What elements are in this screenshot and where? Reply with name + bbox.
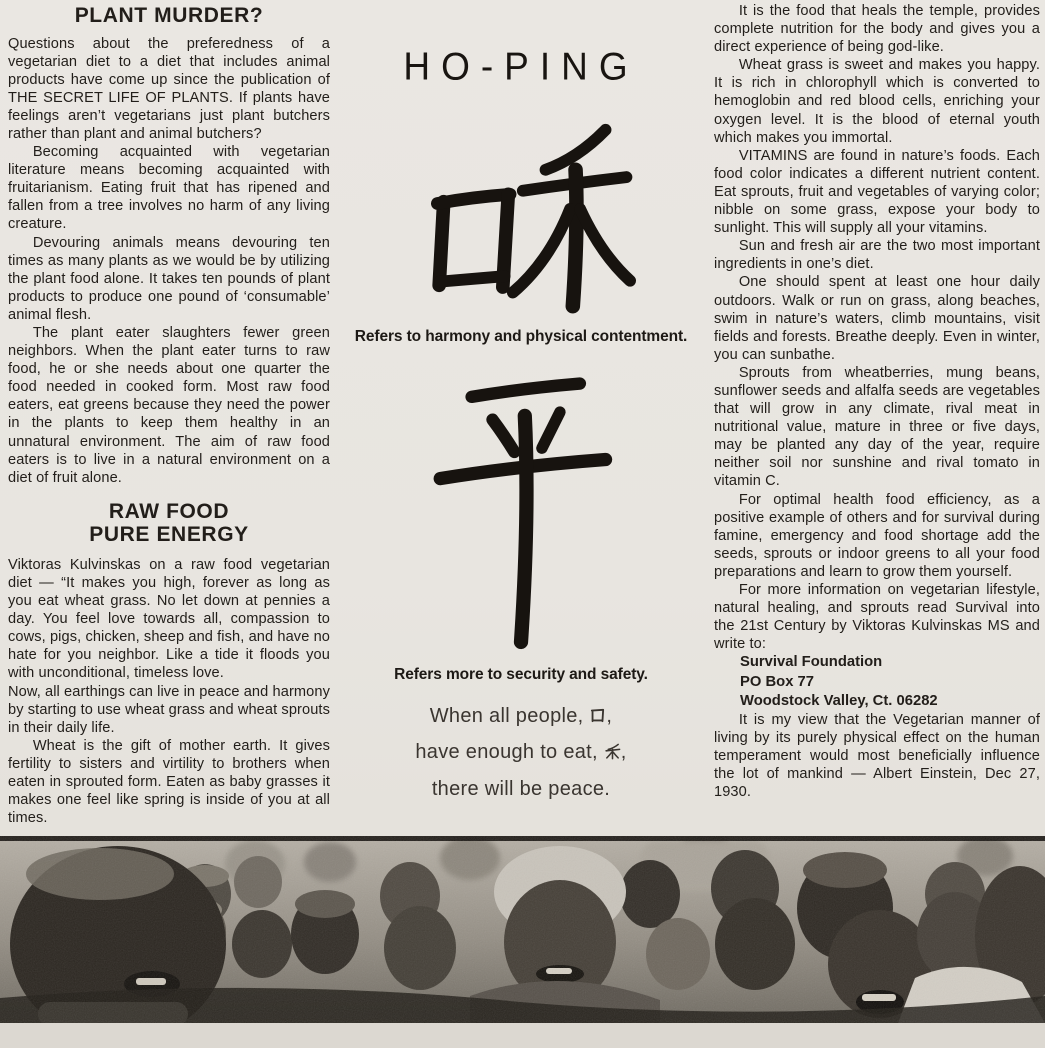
ping-peace-calligraphy-glyph xyxy=(426,360,616,656)
grain-radical xyxy=(513,130,630,306)
address-line: Woodstock Valley, Ct. 06282 xyxy=(740,692,938,709)
paragraph: For more information on vegetarian lifestyle, natural healing, and sprouts read Survival into the 21st Century by Viktoras Kulvinskas MS and write to: xyxy=(714,582,1040,653)
survival-foundation-address xyxy=(740,653,1040,711)
paragraph: Sun and fresh air are the two most important ingredients in one’s diet. xyxy=(714,238,1040,273)
paragraph: Wheat grass is sweet and makes you happy. It is rich in chlorophyll which is converted to hemoglobin and red blood cells, enriching your oxygen level. It is the blood of eternal youth which makes you immortal. xyxy=(714,57,1040,146)
mouth-radical-icon xyxy=(589,707,606,724)
peace-quote xyxy=(354,698,688,807)
paragraph: Wheat is the gift of mother earth. It gives fertility to sisters and virtility to brothers when eaten in sprouted form. Eaten as baby grasses it makes one feel like spring is inside of you at all times. xyxy=(8,737,330,827)
right-column xyxy=(714,2,1040,834)
einstein-quote-paragraph: It is my view that the Vegetarian manner of living by its purely physical effect on the human temperament would most beneficially influence the lot of mankind — Albert Einstein, Dec 27, 1930. xyxy=(714,712,1040,801)
address-line: Survival Foundation xyxy=(740,654,883,671)
paragraph: It is the food that heals the temple, provides complete nutrition for the body and gives you a direct experience of being god-like. xyxy=(714,3,1040,56)
raw-food-heading-line2: PURE ENERGY xyxy=(89,523,249,547)
crowd-photo xyxy=(0,836,1045,1023)
ho-harmony-calligraphy-glyph xyxy=(402,118,640,318)
paragraph: One should spent at least one hour daily outdoors. Walk or run on grass, along beaches, swim in nature’s waters, climb mountains, visit fields and forests. Breathe deeply. Even in winter, you can sunbathe. xyxy=(714,274,1040,363)
plant-murder-heading: PLANT MURDER? xyxy=(74,4,264,27)
paragraph: Devouring animals means devouring ten times as many plants as we would be by utilizing the plant food alone. It takes ten pounds of plant products to produce one pound of ‘consumable’ animal flesh. xyxy=(8,234,330,323)
paragraph: For optimal health food efficiency, as a positive example of others and for survival during famine, emergency and food shortage add the seeds, sprouts or indoor greens to all your food preparations and learn to grow them yourself. xyxy=(714,491,1040,580)
harmony-caption: Refers to harmony and physical contentment. xyxy=(354,328,688,345)
address-line: PO Box 77 xyxy=(740,673,815,690)
paragraph: Becoming acquainted with vegetarian literature means becoming acquainted with fruitarianism. Eating fruit that has ripened and fallen from a tree involves no harm of any living creature. xyxy=(8,144,330,233)
mouth-radical xyxy=(437,194,510,287)
quote-line-2 xyxy=(354,734,688,770)
quote-line-1 xyxy=(354,698,688,734)
left-column xyxy=(8,2,330,834)
raw-food-heading xyxy=(8,500,330,547)
crowd-photo-illustration xyxy=(0,836,1045,1023)
paragraph: The plant eater slaughters fewer green neighbors. When the plant eater turns to raw food, he or she needs about one quarter the food needed in cooked form. Most raw food eaters, eat greens because they need the power in the plants to keep them healthy in an unnatural environment. The aim of raw food eaters is to live in a natural environment on a diet of fruit alone. xyxy=(8,325,330,486)
paragraph: Sprouts from wheatberries, mung beans, sunflower seeds and alfalfa seeds are vegetables that will grow in any climate, rival meat in nutritional value, mature in three or five days, may be planted any day of the year, require neither soil nor sunshine and rival tomato in vitamin C. xyxy=(714,364,1040,490)
grain-radical-icon xyxy=(604,743,621,760)
quote-text: When all people, xyxy=(429,705,590,727)
ho-ping-title: HO-PING xyxy=(403,45,639,88)
raw-food-heading-line1: RAW FOOD xyxy=(108,499,230,523)
center-column xyxy=(354,2,688,834)
peace-caption: Refers more to security and safety. xyxy=(394,666,648,683)
quote-text: , xyxy=(606,705,613,727)
paragraph: VITAMINS are found in nature’s foods. Each food color indicates a different nutrient content. Eat sprouts, fruit and vegetables of varying color; nibble on some grass, expose your body to sunlight. This will supply all your vitamins. xyxy=(714,147,1040,237)
paragraph: Questions about the preferedness of a vegetarian diet to a diet that includes animal products have come up since the publication of THE SECRET LIFE OF PLANTS. If plants have feelings aren’t vegetarians just plant butchers rather than plant and animal butchers? xyxy=(8,35,330,142)
quote-text: , xyxy=(620,741,627,764)
film-grain-overlay xyxy=(0,836,1045,1023)
bottom-paper-margin xyxy=(0,1023,1045,1048)
quote-line-3: there will be peace. xyxy=(431,777,611,800)
paragraph: Viktoras Kulvinskas on a raw food vegetarian diet — “It makes you high, forever as long as you eat wheat grass. No let down at pennies a day. You feel love towards all, compassion to cows, pigs, chicken, sheep and fish, and have no hate for you neighbor. Like a tide it floods you with unconditional, timeless love. xyxy=(8,556,330,682)
quote-text: have enough to eat, xyxy=(415,741,604,764)
paragraph: Now, all earthings can live in peace and harmony by starting to use wheat grass and wheat sprouts in their daily life. xyxy=(8,683,330,736)
